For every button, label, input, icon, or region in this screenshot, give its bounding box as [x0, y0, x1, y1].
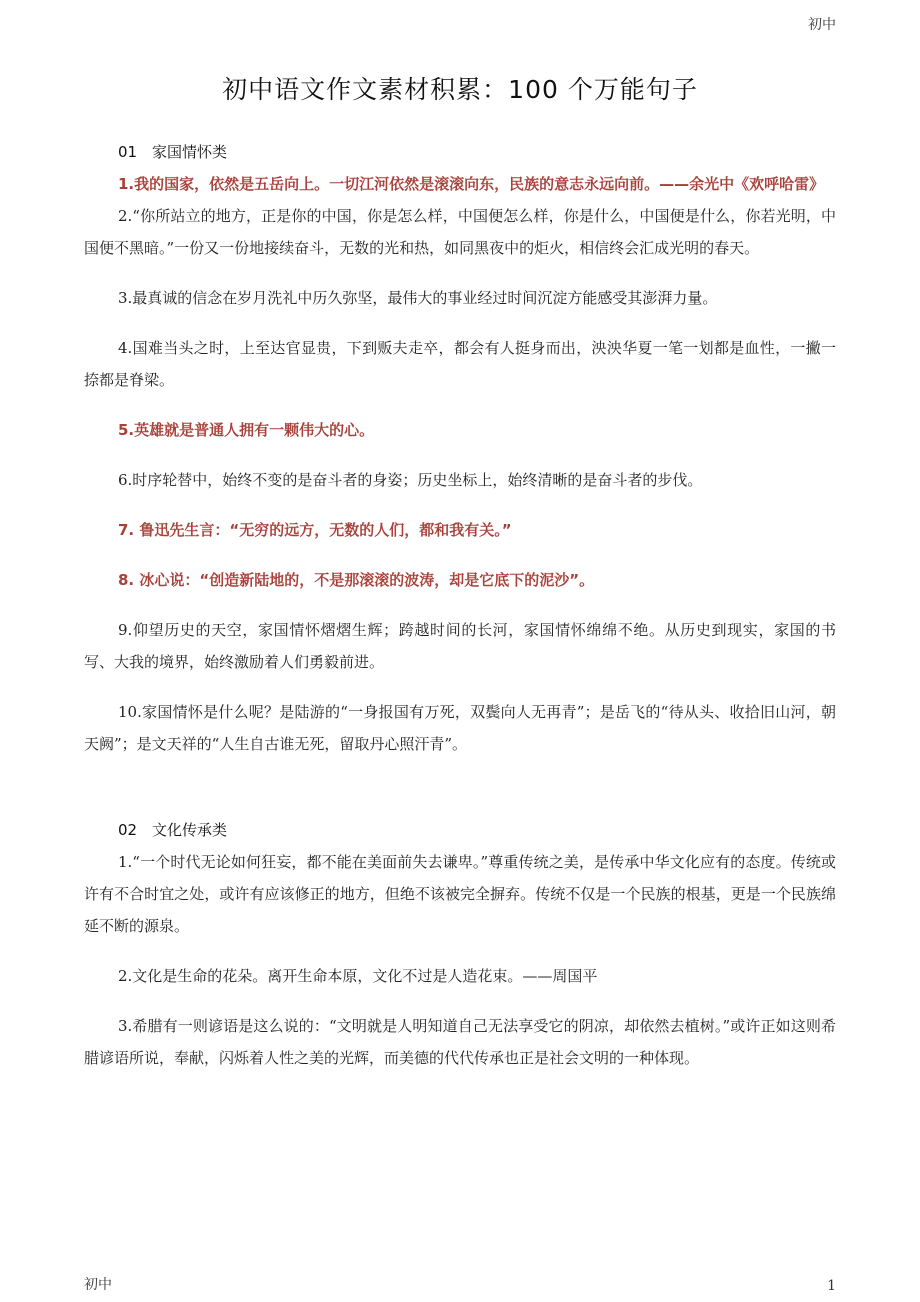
document-title: 初中语文作文素材积累：100 个万能句子 — [222, 75, 698, 104]
list-item: 1.“一个时代无论如何狂妄，都不能在美面前失去谦卑。”尊重传统之美，是传承中华文化应有的态度。传统或许有不合时宜之处，或许有应该修正的地方，但绝不该被完全摒弃。传统不仅是一个民族的根基，更是一个民族绵延不断的源泉。 — [84, 853, 836, 935]
list-item: 3.最真诚的信念在岁月洗礼中历久弥坚，最伟大的事业经过时间沉淀方能感受其澎湃力量。 — [118, 289, 718, 307]
list-item: 3.希腊有一则谚语是这么说的：“文明就是人明知道自己无法享受它的阴凉，却依然去植树。”或许正如这则希腊谚语所说，奉献，闪烁着人性之美的光辉，而美德的代代传承也正是社会文明的一种体现。 — [84, 1017, 836, 1067]
list-item: 2.文化是生命的花朵。离开生命本原，文化不过是人造花束。——周国平 — [118, 967, 598, 985]
section-number: 01 — [118, 143, 138, 161]
page-number: 1 — [827, 1278, 836, 1294]
list-item: 4.国难当头之时，上至达官显贵，下到贩夫走卒，都会有人挺身而出，泱泱华夏一笔一划都是血性，一撇一捺都是脊梁。 — [84, 339, 836, 389]
list-item: 2.“你所站立的地方，正是你的中国，你是怎么样，中国便怎么样，你是什么，中国便是什么，你若光明，中国便不黑暗。”一份又一份地接续奋斗，无数的光和热，如同黑夜中的炬火，相信终会汇成光明的春天。 — [84, 207, 836, 257]
list-item: 9.仰望历史的天空，家国情怀熠熠生辉；跨越时间的长河，家国情怀绵绵不绝。从历史到现实，家国的书写、大我的境界，始终激励着人们勇毅前进。 — [84, 621, 836, 671]
document-body — [84, 140, 836, 1074]
list-item: 8. 冰心说：“创造新陆地的，不是那滚滚的波涛，却是它底下的泥沙”。 — [118, 571, 595, 589]
page-footer-label: 初中 — [84, 1277, 112, 1293]
section-title: 家国情怀类 — [152, 143, 228, 161]
list-item: 5.英雄就是普通人拥有一颗伟大的心。 — [118, 421, 375, 439]
section-heading — [84, 140, 836, 164]
list-item: 6.时序轮替中，始终不变的是奋斗者的身姿；历史坐标上，始终清晰的是奋斗者的步伐。 — [118, 471, 703, 489]
section-heading — [84, 818, 836, 842]
section-title: 文化传承类 — [152, 821, 228, 839]
page-header-label: 初中 — [808, 17, 836, 33]
list-item: 1.我的国家，依然是五岳向上。一切江河依然是滚滚向东，民族的意志永远向前。——余光中《欢呼哈雷》 — [118, 175, 825, 193]
section-number: 02 — [118, 821, 138, 839]
list-item: 7. 鲁迅先生言：“无穷的远方，无数的人们，都和我有关。” — [118, 521, 512, 539]
list-item: 10.家国情怀是什么呢？是陆游的“一身报国有万死，双鬓向人无再青”；是岳飞的“待从头、收拾旧山河，朝天阙”；是文天祥的“人生自古谁无死，留取丹心照汗青”。 — [84, 703, 836, 753]
